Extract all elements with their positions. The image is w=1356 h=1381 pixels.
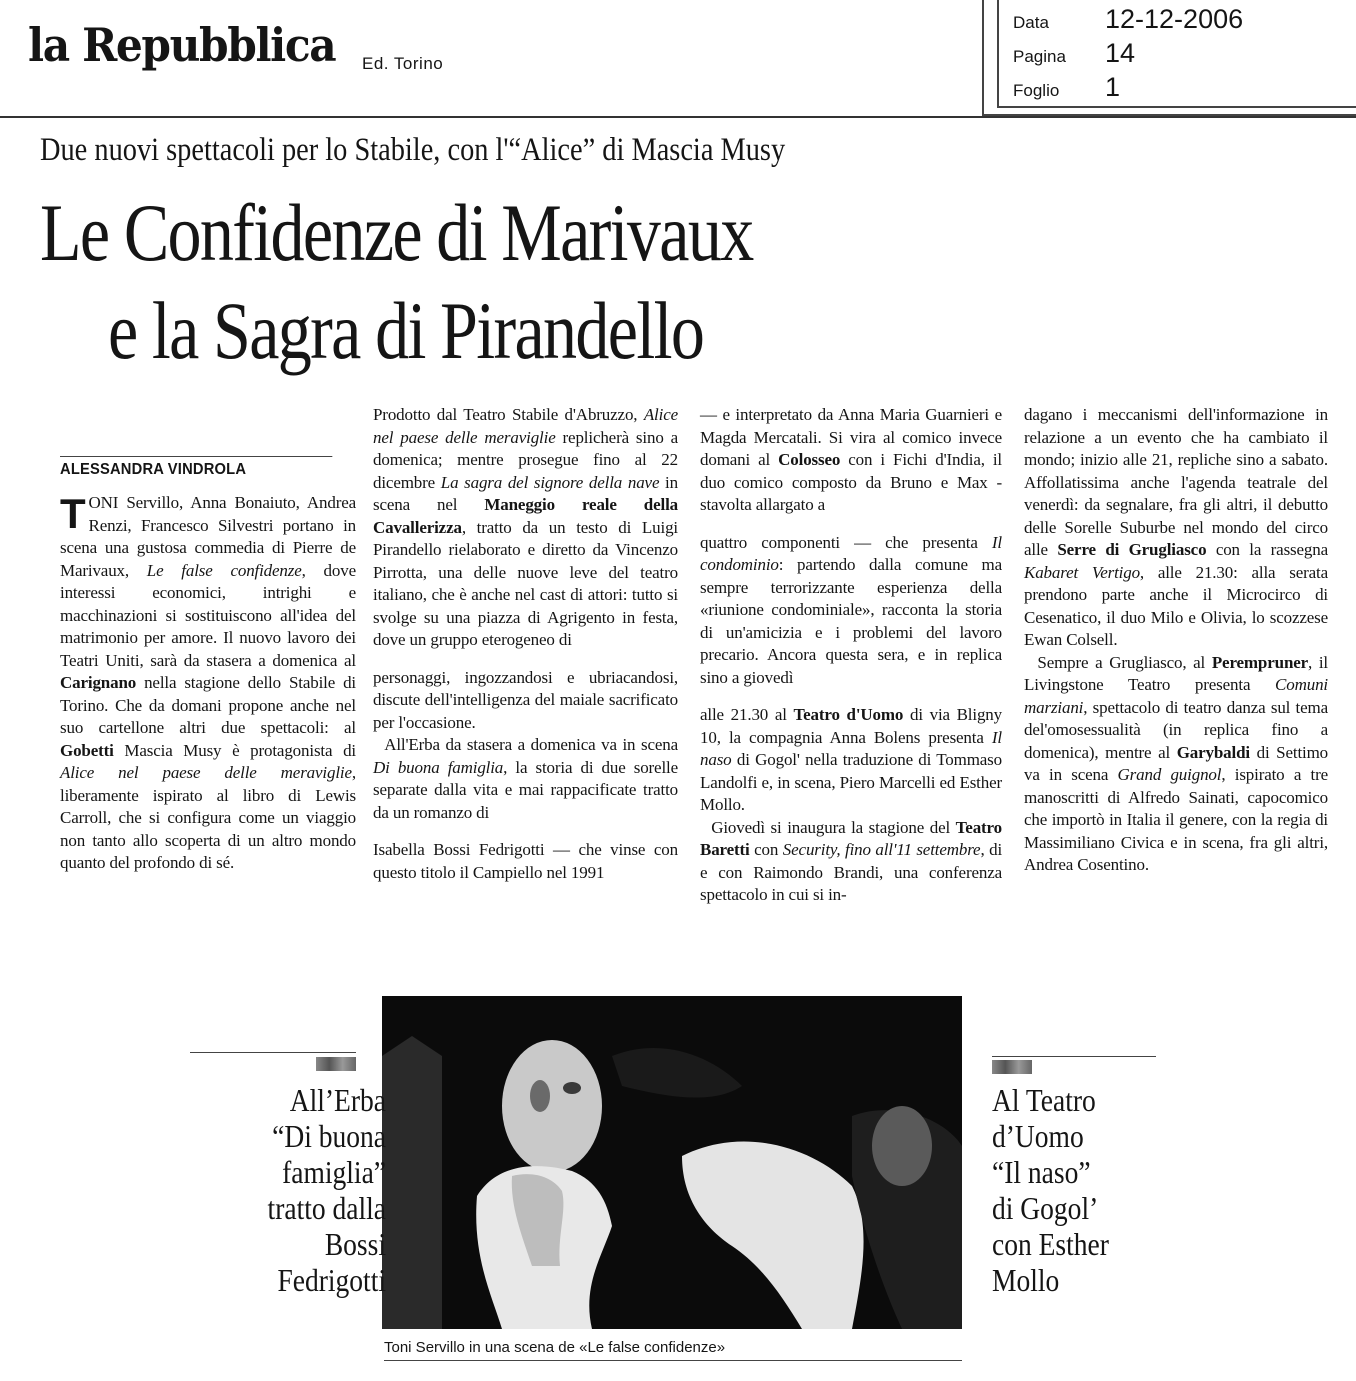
pullquote-right-line: Mollo [992, 1262, 1060, 1298]
masthead: la Repubblica [28, 18, 336, 72]
article-column-4: dagano i meccanismi dell'informazione in relazione a un evento che ha cambiato il mondo; inizio alle 21, repliche sino a sabato. Affollatissima anche l'agenda teatrale del venerdì: da segnalare, fra gli altri, il debutto delle Sorelle Suburbe nel mondo del circo alle Serre di Grugliasco con la rassegna Kabaret Vertigo, alle 21.30: alla serata prendono parte anche il Microcirco di Cesenatico, il duo Milo e Olivia, lo scozzese Ewan Colsell. Sempre a Grugliasco, al Perempruner, il Livingstone Teatro presenta Comuni marziani, spettacolo di teatro danza sul tema del'omosessualità (in replica fino a domenica), mentre al Garybaldi di Settimo va in scena Grand guignol, ispirato a tre manoscritti di Alfredo Sainati, capocomico che importò in Italia il genere, con la regia di Massimiliano Civica e in scena, fra gli altri, Andrea Cosentino. [1024, 405, 1329, 874]
pullquote-right-line: “Il naso” [992, 1154, 1091, 1190]
edition-label: Ed. Torino [362, 54, 444, 73]
byline: ALESSANDRA VINDROLA [60, 456, 332, 479]
pullquote-right-line: con Esther [992, 1226, 1109, 1262]
pullquote-left-line: Fedrigotti [277, 1262, 386, 1298]
photo-toni-servillo [382, 996, 962, 1329]
pullquote-left-line: famiglia” [282, 1154, 386, 1190]
pullquote-left-rule [190, 1052, 356, 1053]
pullquote-right-swatch [992, 1060, 1032, 1074]
meta-date-value: 12-12-2006 [1105, 4, 1244, 34]
pullquote-left-line: Bossi [324, 1226, 386, 1262]
pullquote-right-line: di Gogol’ [992, 1190, 1099, 1226]
meta-page-label: Pagina [1013, 47, 1066, 66]
header-rule [0, 116, 1356, 118]
photo-caption: Toni Servillo in una scena de «Le false confidenze» [384, 1339, 962, 1361]
photo-image [382, 996, 962, 1329]
article-column-1: TONI Servillo, Anna Bonaiuto, Andrea Renzi, Francesco Silvestri portano in scena una gustosa commedia di Pierre de Marivaux, Le false confidenze, dove interessi economici, intrighi e macchinazioni si sostituiscono all'idea del matrimonio per amore. Il nuovo lavoro dei Teatri Uniti, sarà da stasera a domenica al Carignano nella stagione dello Stabile di Torino. Che da domani propone anche nel suo cartellone altri due spettacoli: al Gobetti Mascia Musy è protagonista di Alice nel paese delle meraviglie, liberamente ispirato al libro di Lewis Carroll, che si configura come un viaggio non tanto allo scoperta di un altro mondo quanto del profondo di sé. [60, 490, 356, 872]
meta-page-value: 14 [1105, 38, 1136, 68]
article-column-2: Prodotto dal Teatro Stabile d'Abruzzo, Alice nel paese delle meraviglie replicherà sino a domenica; mentre prosegue fino al 22 dicembre La sagra del signore della nave in scena nel Maneggio reale della Cavallerizza, tratto da un testo di Luigi Pirandello rielaborato e diretto da Vincenzo Pirrotta, una delle nuove leve del teatro italiano, che è anche nel cast di attori: tutto si svolge su una piazza di Agrigento in festa, dove un gruppo eterogeneo di personaggi, ingozzandosi e ubriacandosi, discute dell'intelligenza del maiale sacrificato per l'occasione. All'Erba da stasera a domenica va in scena Di buona famiglia, la storia di due sorelle separate dalla vita e mai rappacificate tratto da un romanzo di Isabella Bossi Fedrigotti — che vinse con questo titolo il Campiello nel 1991 [373, 405, 679, 882]
article-column-3: — e interpretato da Anna Maria Guarnieri e Magda Mercatali. Si vira al comico invece domani al Colosseo con i Fichi d'India, il duo comico composto da Bruno e Max - stavolta allargato a quattro componenti — che presenta Il condominio: partendo dalla comune ma sempre terrorizzante esperienza della «riunione condominiale», racconta la storia di un'amicizia e i problemi del lavoro precario. Ancora questa sera, e in replica sino a giovedì alle 21.30 al Teatro d'Uomo di via Bligny 10, la compagnia Anna Bolens presenta Il naso di Gogol' nella traduzione di Tommaso Landolfi e, in scena, Piero Marcelli ed Esther Mollo. Giovedì si inaugura la stagione del Teatro Baretti con Security, fino all'11 settembre, di e con Raimondo Brandi, una conferenza spettacolo in cui si in- [700, 405, 1003, 904]
pullquote-left-swatch [316, 1057, 356, 1071]
meta-sheet [1013, 72, 1120, 103]
pullquote-right-rule [992, 1056, 1156, 1057]
kicker: Due nuovi spettacoli per lo Stabile, con l'“Alice” di Mascia Musy [40, 132, 786, 168]
headline-line-1: Le Confidenze di Marivaux [40, 187, 753, 278]
pullquote-left-line: All’Erba [289, 1082, 386, 1118]
pullquote-left [209, 1082, 386, 1298]
meta-date-label: Data [1013, 13, 1049, 32]
meta-sheet-label: Foglio [1013, 81, 1060, 100]
pullquote-right [992, 1082, 1181, 1298]
meta-date [1013, 4, 1243, 35]
pullquote-left-line: tratto dalla [267, 1190, 386, 1226]
headline-line-2: e la Sagra di Pirandello [108, 285, 704, 376]
pullquote-right-line: Al Teatro [992, 1082, 1096, 1118]
meta-page [1013, 38, 1135, 69]
pullquote-right-line: d’Uomo [992, 1118, 1084, 1154]
meta-sheet-value: 1 [1105, 72, 1121, 102]
pullquote-left-line: “Di buona [272, 1118, 386, 1154]
